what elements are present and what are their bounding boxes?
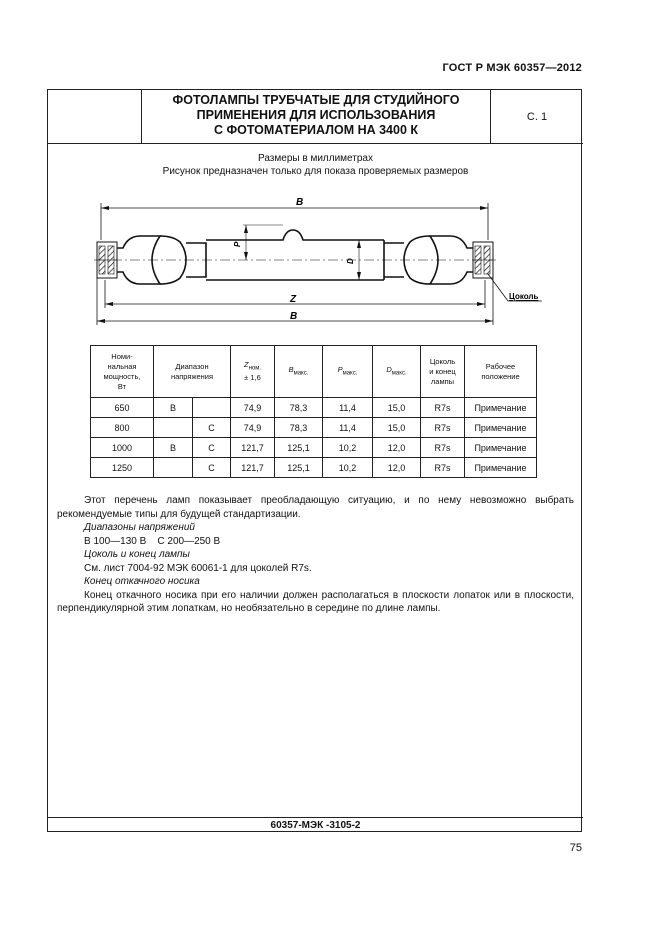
label-b-bottom: B [290,311,298,322]
cell-z: 121,7 [231,458,275,478]
label-d: D [346,258,355,264]
cap-text: См. лист 7004-92 МЭК 60061-1 для цоколей R7s. [84,562,312,574]
header-b: $B_{макс.}$ [275,346,323,398]
page-number: 75 [569,842,582,854]
header-d: $D_{макс.}$ [373,346,421,398]
body-text [57,494,574,616]
cell-z: 74,9 [231,418,275,438]
cell-d: 12,0 [373,458,421,478]
cell-voltage-b: B [154,398,193,418]
dimension-p [233,225,283,260]
header-z: $Z_{ном.}$ ± 1,6 [231,346,275,398]
cell-power: 1000 [91,438,154,458]
cell-voltage-b [154,458,193,478]
dimension-d [346,240,361,280]
lamp-body [117,230,473,284]
cell-cap: R7s [421,458,465,478]
cell-position: Примечание [465,458,537,478]
tip-text: Конец откачного носика при его наличии должен располагаться в плоскости лопаток или в плоскости, перпендикулярной этим лопаткам, но необязательно в середине по длине лампы. [57,589,574,614]
cell-position: Примечание [465,418,537,438]
header-cap: Цоколь и конец лампы [421,346,465,398]
cell-d: 12,0 [373,438,421,458]
footer-code: 60357-МЭК -3105-2 [48,817,583,833]
cell-position: Примечание [465,398,537,418]
cell-position: Примечание [465,438,537,458]
cell-voltage-c [193,398,231,418]
cell-voltage-c: C [193,418,231,438]
cell-voltage-b: B [154,438,193,458]
table-header-row [91,346,537,398]
table-row [91,418,537,438]
figure-note: Рисунок предназначен только для показа проверяемых размеров [162,166,469,177]
lamp-data-table [90,345,537,478]
label-p: P [233,241,242,247]
label-z: Z [290,294,297,305]
heading-cap: Цоколь и конец лампы [84,549,190,560]
cell-p: 11,4 [323,398,373,418]
title-line-2: ПРИМЕНЕНИЯ ДЛЯ ИСПОЛЬЗОВАНИЯ [196,108,436,122]
title-line-1: ФОТОЛАМПЫ ТРУБЧАТЫЕ ДЛЯ СТУДИЙНОГО [172,93,460,107]
title-line-3: С ФОТОМАТЕРИАЛОМ НА 3400 К [213,123,419,137]
cell-d: 15,0 [373,398,421,418]
header-p: $P_{макс.}$ [323,346,373,398]
heading-tip: Конец откачного носика [84,576,200,587]
paragraph-intro: Этот перечень ламп показывает преобладающую ситуацию, и по нему невозможно выбрать рекомендуемые типы для будущей стандартизации. [57,495,574,520]
cell-voltage-c: C [193,438,231,458]
cell-z: 121,7 [231,438,275,458]
dimension-b-top [101,197,488,240]
cell-power: 1250 [91,458,154,478]
cell-d: 15,0 [373,418,421,438]
table-row [91,398,537,418]
document-frame [47,89,582,832]
cell-cap: R7s [421,438,465,458]
header-voltage: Диапазон напряжения [154,346,231,398]
standard-designation: ГОСТ Р МЭК 60357—2012 [442,62,582,74]
table-row [91,458,537,478]
lamp-dimension-drawing [48,90,583,340]
cell-b: 78,3 [275,398,323,418]
header-power: Номи- нальная мощность, Вт [91,346,154,398]
cell-voltage-c: C [193,458,231,478]
cell-b: 125,1 [275,438,323,458]
cell-cap: R7s [421,398,465,418]
cell-b: 78,3 [275,418,323,438]
label-b-top: B [296,197,304,208]
cell-p: 11,4 [323,418,373,438]
label-cap: Цоколь [509,292,539,301]
units-caption: Размеры в миллиметрах [258,153,373,164]
cell-power: 650 [91,398,154,418]
cell-p: 10,2 [323,458,373,478]
cell-power: 800 [91,418,154,438]
header-position: Рабочее положение [465,346,537,398]
sheet-code: С. 1 [490,90,583,144]
table-row [91,438,537,458]
cap-leader [488,274,542,301]
cell-voltage-b [154,418,193,438]
cell-cap: R7s [421,418,465,438]
cell-z: 74,9 [231,398,275,418]
cell-b: 125,1 [275,458,323,478]
voltage-ranges-text: B 100—130 B C 200—250 B [84,535,221,547]
cell-p: 10,2 [323,438,373,458]
heading-voltage-ranges: Диапазоны напряжений [84,522,195,533]
